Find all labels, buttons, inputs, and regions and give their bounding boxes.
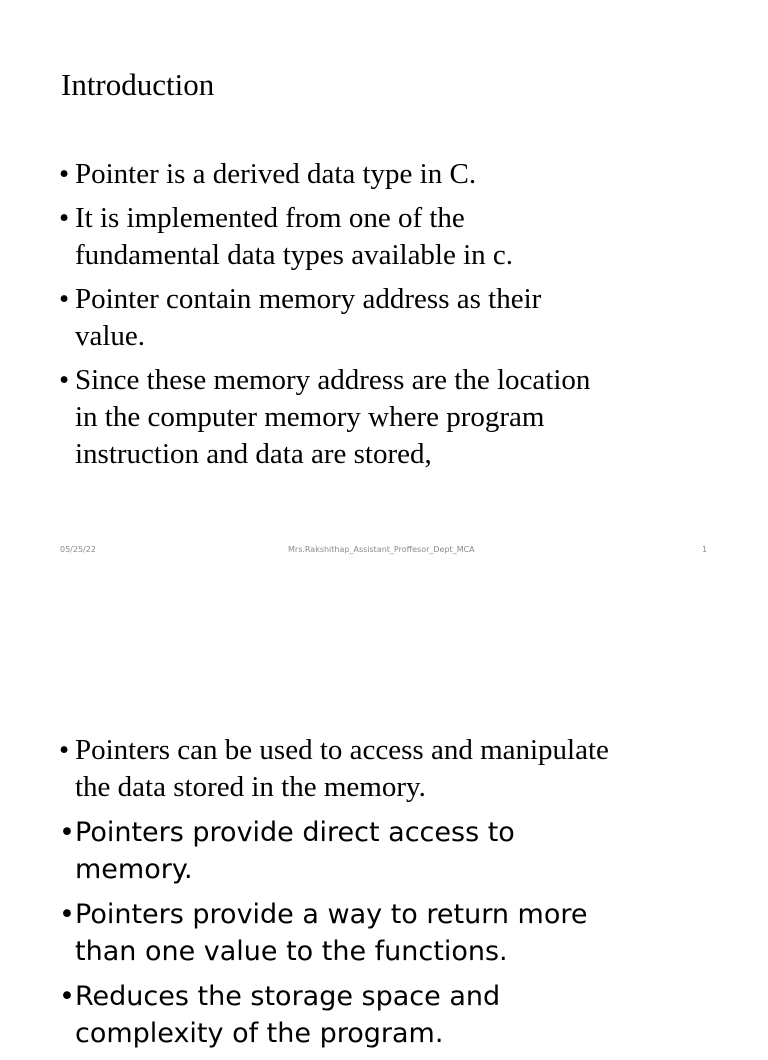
bullet-marker: • (59, 817, 75, 848)
bullet-marker: • (59, 899, 75, 930)
bullet-item (0, 978, 768, 1052)
footer-page-number: 1 (702, 545, 708, 554)
bullet-list (0, 156, 768, 480)
bullet-item (0, 896, 768, 970)
footer-date: 05/25/22 (60, 545, 96, 554)
bullet-marker: • (59, 734, 70, 766)
bullet-text-line: value. (75, 320, 146, 352)
bullet-marker: • (59, 158, 70, 190)
bullet-marker: • (59, 981, 75, 1012)
bullet-text-line: in the computer memory where program (75, 401, 545, 433)
bullet-marker: • (59, 364, 70, 396)
bullet-list (0, 732, 768, 1060)
bullet-text-line: fundamental data types available in c. (75, 239, 514, 271)
bullet-text-line: than one value to the functions. (75, 936, 508, 967)
bullet-text-line: Pointers provide direct access to (75, 817, 515, 848)
footer-author: Mrs.Rakshithap_Assistant_Proffesor_Dept_MCA (288, 545, 475, 554)
bullet-text-line: Since these memory address are the location (75, 364, 591, 396)
bullet-text-line: It is implemented from one of the (75, 202, 465, 234)
bullet-text-line: Pointer is a derived data type in C. (75, 158, 477, 190)
bullet-item (0, 814, 768, 888)
bullet-item (0, 732, 768, 806)
bullet-text-line: instruction and data are stored, (75, 438, 432, 470)
bullet-item (0, 200, 768, 274)
bullet-marker: • (59, 283, 70, 315)
bullet-text-line: memory. (75, 854, 193, 885)
slide-2 (0, 576, 768, 1049)
bullet-text-line: Pointers can be used to access and manipulate (75, 734, 609, 766)
bullet-item (0, 281, 768, 355)
bullet-text-line: Reduces the storage space and (75, 981, 501, 1012)
bullet-text-line: Pointers provide a way to return more (75, 899, 588, 930)
bullet-marker: • (59, 202, 70, 234)
bullet-text-line: complexity of the program. (75, 1018, 444, 1049)
bullet-text-line: Pointer contain memory address as their (75, 283, 542, 315)
bullet-item (0, 156, 768, 193)
bullet-text-line: the data stored in the memory. (75, 771, 426, 803)
slide-title: Introduction (61, 67, 215, 102)
bullet-item (0, 362, 768, 473)
